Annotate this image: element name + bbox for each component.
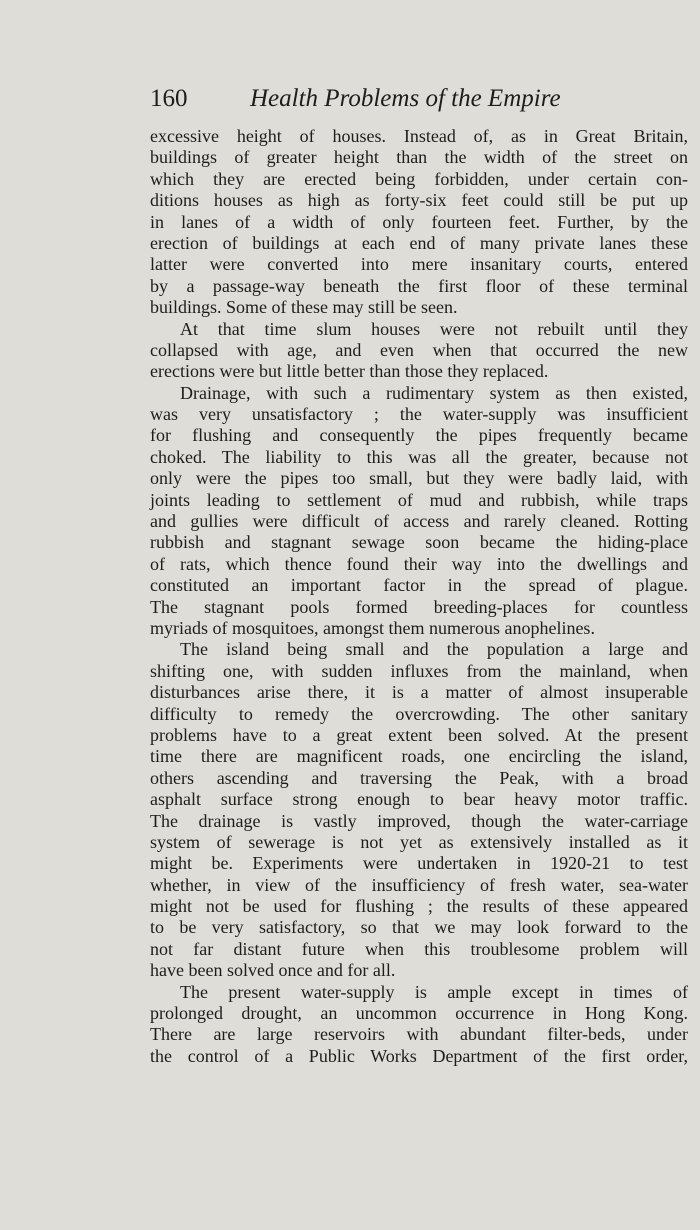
text-line: The stagnant pools formed breeding-places for countless — [150, 596, 688, 617]
text-line: The present water-supply is ample except in times of — [180, 981, 688, 1002]
paragraph — [150, 982, 688, 1068]
text-line: collapsed with age, and even when that occurred the new — [150, 339, 688, 360]
text-line: Drainage, with such a rudimentary system as then existed, — [180, 382, 688, 403]
text-line: only were the pipes too small, but they were badly laid, with — [150, 468, 688, 489]
text-line: buildings of greater height than the width of the street on — [150, 147, 688, 168]
text-line: for flushing and consequently the pipes frequently became — [150, 425, 688, 446]
text-line: shifting one, with sudden influxes from the mainland, when — [150, 660, 688, 681]
text-line: At that time slum houses were not rebuilt until they — [180, 318, 688, 339]
text-line: myriads of mosquitoes, amongst them numerous anophelines. — [150, 617, 595, 638]
text-line: latter were converted into mere insanitary courts, entered — [150, 254, 688, 275]
body-text — [150, 126, 688, 1067]
text-line: the control of a Public Works Department of the first order, — [150, 1045, 688, 1066]
text-line: difficulty to remedy the overcrowding. The other sanitary — [150, 703, 688, 724]
text-line: by a passage-way beneath the first floor of these terminal — [150, 275, 688, 296]
text-line: problems have to a great extent been solved. At the present — [150, 724, 688, 745]
text-line: have been solved once and for all. — [150, 960, 396, 981]
text-line: whether, in view of the insufficiency of fresh water, sea-water — [150, 874, 688, 895]
text-line: asphalt surface strong enough to bear heavy motor traffic. — [150, 789, 688, 810]
text-line: might not be used for flushing ; the results of these appeared — [150, 896, 688, 917]
text-line: ditions houses as high as forty-six feet could still be put up — [150, 190, 688, 211]
text-line: in lanes of a width of only fourteen feet. Further, by the — [150, 211, 688, 232]
text-line: erection of buildings at each end of many private lanes these — [150, 232, 688, 253]
text-line: was very unsatisfactory ; the water-supply was insufficient — [150, 404, 688, 425]
text-line: joints leading to settlement of mud and rubbish, while traps — [150, 489, 688, 510]
text-line: The island being small and the population a large and — [180, 639, 688, 660]
text-line: of rats, which thence found their way into the dwellings and — [150, 553, 688, 574]
text-line: choked. The liability to this was all the greater, because not — [150, 446, 688, 467]
text-line: disturbances arise there, it is a matter of almost insuperable — [150, 682, 688, 703]
text-line: time there are magnificent roads, one encircling the island, — [150, 746, 688, 767]
text-line: not far distant future when this troublesome problem will — [150, 938, 688, 959]
paragraph — [150, 319, 688, 383]
text-line: system of sewerage is not yet as extensively installed as it — [150, 831, 688, 852]
text-line: constituted an important factor in the spread of plague. — [150, 575, 688, 596]
text-line: There are large reservoirs with abundant filter-beds, under — [150, 1024, 688, 1045]
text-line: to be very satisfactory, so that we may look forward to the — [150, 917, 688, 938]
text-line: rubbish and stagnant sewage soon became the hiding-place — [150, 532, 688, 553]
page-number: 160 — [150, 85, 188, 112]
text-line: excessive height of houses. Instead of, as in Great Britain, — [150, 126, 688, 146]
paragraph — [150, 126, 688, 319]
paragraph — [150, 383, 688, 640]
paragraph — [150, 639, 688, 981]
text-line: prolonged drought, an uncommon occurrence in Hong Kong. — [150, 1003, 688, 1024]
text-line: might be. Experiments were undertaken in 1920-21 to test — [150, 853, 688, 874]
text-line: which they are erected being forbidden, under certain con- — [150, 168, 688, 189]
running-title: Health Problems of the Empire — [250, 85, 561, 112]
text-line: buildings. Some of these may still be seen. — [150, 297, 458, 318]
text-line: The drainage is vastly improved, though the water-carriage — [150, 810, 688, 831]
text-line: others ascending and traversing the Peak, with a broad — [150, 767, 688, 788]
running-header — [150, 84, 561, 114]
text-line: erections were but little better than those they replaced. — [150, 361, 549, 382]
text-line: and gullies were difficult of access and rarely cleaned. Rotting — [150, 511, 688, 532]
